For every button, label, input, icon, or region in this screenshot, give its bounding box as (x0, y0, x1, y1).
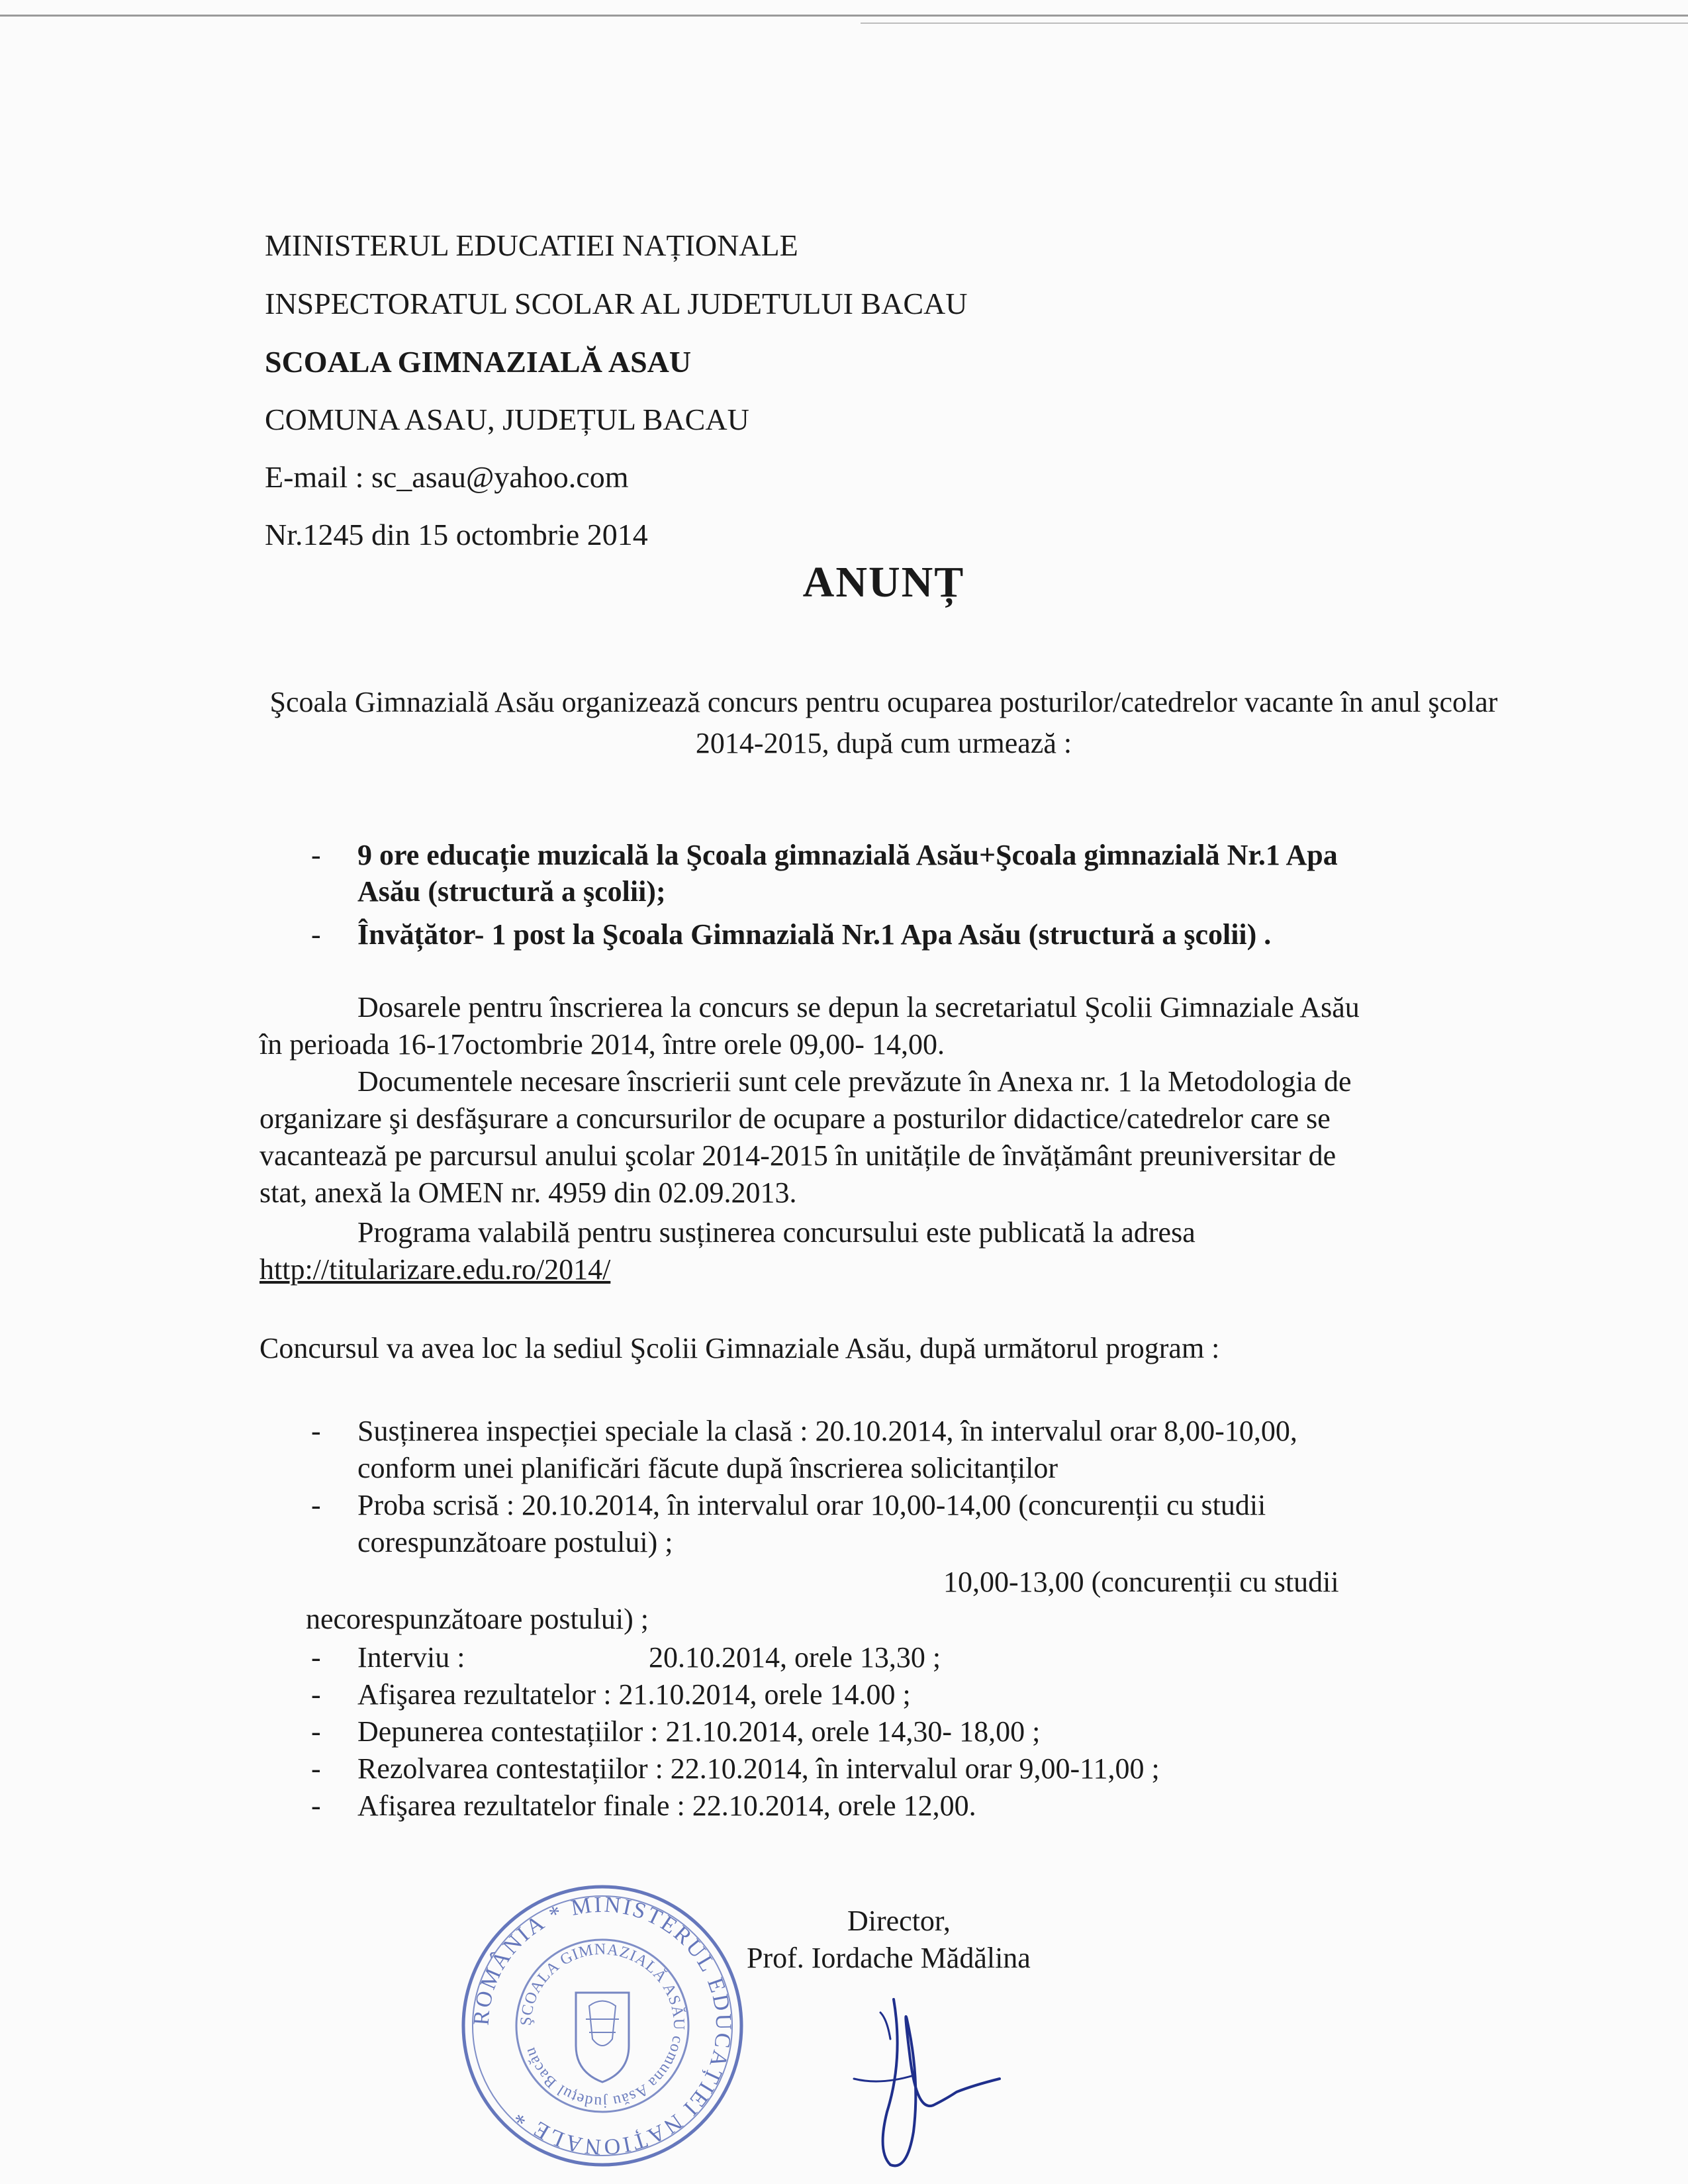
schedule-inspectie-line1: Susținerea inspecției speciale la clasă : 20.10.2014, în intervalul orar 8,00-10,00, (357, 1415, 1297, 1447)
documente-line-4: stat, anexă la OMEN nr. 4959 din 02.09.2013. (259, 1176, 797, 1209)
seal-outer-text: ROMÂNIA * MINISTERUL EDUCAȚIEI NAȚIONALE * (469, 1892, 736, 2160)
header-inspectorate: INSPECTORATUL SCOLAR AL JUDETULUI BACAU (265, 287, 968, 320)
schedule-interviu-label: Interviu : (357, 1641, 465, 1674)
schedule-proba-scrisa-line1: Proba scrisă : 20.10.2014, în intervalul orar 10,00-14,00 (concurenții cu studii (357, 1489, 1266, 1521)
schedule-rezolvare: Rezolvarea contestațiilor : 22.10.2014, în intervalul orar 9,00-11,00 ; (357, 1752, 1160, 1785)
list-bullet: - (311, 1789, 321, 1822)
documente-line-1: Documentele necesare înscrierii sunt cele prevăzute în Anexa nr. 1 la Metodologia de (357, 1065, 1352, 1098)
signature-role: Director, (847, 1905, 951, 1937)
list-bullet: - (311, 1415, 321, 1447)
top-scan-rule-secondary (861, 23, 1688, 24)
list-bullet: - (311, 1641, 321, 1674)
handwritten-signature (841, 1979, 1013, 2178)
schedule-afisare-finale: Afişarea rezultatelor finale : 22.10.2014, orele 12,00. (357, 1789, 976, 1822)
concurs-paragraph: Concursul va avea loc la sediul Şcolii Gimnaziale Asău, după următorul program : (259, 1332, 1220, 1364)
documente-line-2: organizare şi desfăşurare a concursurilor de ocupare a posturilor didactice/catedrelor care se (259, 1102, 1331, 1135)
signature-name: Prof. Iordache Mădălina (747, 1942, 1031, 1974)
header-registration-number: Nr.1245 din 15 octombrie 2014 (265, 518, 648, 551)
seal-inner-text: ŞCOALA GIMNAZIALĂ ASĂU comuna Asău județul Bacău (517, 1940, 688, 2111)
programa-link[interactable]: http://titularizare.edu.ro/2014/ (259, 1253, 611, 1286)
list-bullet: - (311, 839, 321, 871)
intro-paragraph: Şcoala Gimnazială Asău organizează concurs pentru ocuparea posturilor/catedrelor vacante în anul şcolar 2014-2015, după cum urmează : (269, 686, 1498, 759)
header-school: SCOALA GIMNAZIALĂ ASAU (265, 345, 692, 379)
position-item-1-line1: 9 ore educație muzicală la Şcoala gimnazială Asău+Şcoala gimnazială Nr.1 Apa (357, 839, 1338, 871)
schedule-proba-scrisa-line4: necorespunzătoare postului) ; (306, 1603, 649, 1635)
coat-of-arms-icon (576, 1993, 629, 2082)
svg-text:ŞCOALA GIMNAZIALĂ ASĂU comuna (518, 1941, 687, 2111)
header-email: E-mail : sc_asau@yahoo.com (265, 460, 629, 494)
school-stamp-seal (457, 1880, 748, 2171)
list-bullet: - (311, 1678, 321, 1711)
list-bullet: - (311, 1715, 321, 1748)
schedule-proba-scrisa-line3: 10,00-13,00 (concurenții cu studii (943, 1566, 1339, 1598)
schedule-proba-scrisa-line2: corespunzătoare postului) ; (357, 1526, 673, 1558)
svg-text:ROMÂNIA * MINISTERUL EDUCAȚIEI (469, 1893, 736, 2160)
dosare-line-2: în perioada 16-17octombrie 2014, între orele 09,00- 14,00. (259, 1028, 945, 1061)
position-item-2: Învățător- 1 post la Şcoala Gimnazială Nr.1 Apa Asău (structură a şcolii) . (357, 918, 1272, 951)
programa-line: Programa valabilă pentru susținerea concursului este publicată la adresa (357, 1216, 1196, 1249)
document-title: ANUNȚ (802, 558, 965, 606)
list-bullet: - (311, 918, 321, 951)
top-scan-rule (0, 15, 1688, 17)
schedule-depunere: Depunerea contestațiilor : 21.10.2014, orele 14,30- 18,00 ; (357, 1715, 1041, 1748)
dosare-line-1: Dosarele pentru înscrierea la concurs se depun la secretariatul Şcolii Gimnaziale Asău (357, 991, 1360, 1023)
position-item-1-line2: Asău (structură a şcolii); (357, 875, 666, 908)
header-ministry: MINISTERUL EDUCATIEI NAȚIONALE (265, 228, 798, 262)
header-commune: COMUNA ASAU, JUDEȚUL BACAU (265, 403, 749, 436)
schedule-afisare: Afişarea rezultatelor : 21.10.2014, orele 14.00 ; (357, 1678, 911, 1711)
documente-line-3: vacantează pe parcursul anului şcolar 2014-2015 în unitățile de învățământ preuniversitar de (259, 1139, 1336, 1172)
schedule-inspectie-line2: conform unei planificări făcute după înscrierea solicitanților (357, 1452, 1058, 1484)
list-bullet: - (311, 1489, 321, 1521)
schedule-interviu-value: 20.10.2014, orele 13,30 ; (649, 1641, 941, 1674)
list-bullet: - (311, 1752, 321, 1785)
